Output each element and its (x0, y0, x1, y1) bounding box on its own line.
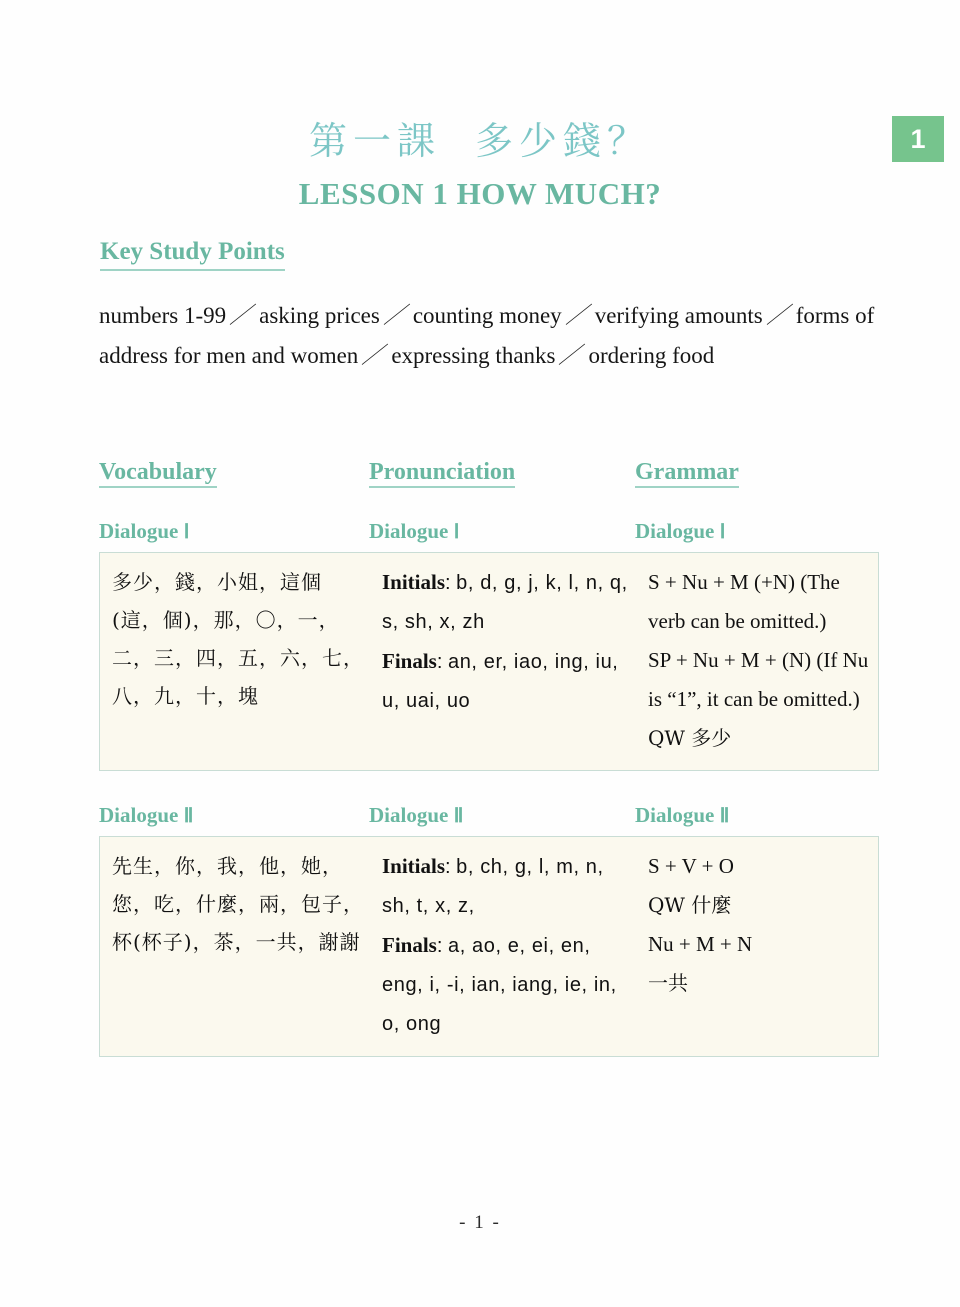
dialogue-1-pronunciation-cell (370, 553, 636, 770)
grammar-rule: QW 什麼 (648, 893, 732, 918)
dialogue-label: Dialogue (99, 802, 179, 827)
slash-separator-icon: ／ (557, 343, 587, 368)
dialogue-numeral: Ⅱ (719, 804, 731, 827)
grammar-text (648, 847, 874, 1003)
page-footer: - 1 - (459, 1212, 501, 1233)
lesson-title-chinese-right: 多少錢？ (475, 119, 652, 163)
dialogue-2-pronunciation-cell (370, 837, 636, 1056)
grammar-rule: SP + Nu + M + (N) (If Nu is “1”, it can be omitted.) (648, 647, 869, 711)
column-headers-row (99, 458, 879, 487)
slash-separator-icon: ／ (764, 303, 794, 328)
finals-values: an, er, iao, ing, iu, u, uai, uo (382, 650, 619, 712)
lesson-title-chinese (0, 110, 960, 165)
ksp-item: counting money (412, 303, 562, 328)
pronunciation-text (382, 563, 630, 721)
pronunciation-text (382, 847, 630, 1044)
dialogue-label: Dialogue (369, 802, 449, 827)
three-column-section (99, 458, 879, 1057)
dialogue-numeral: Ⅰ (183, 520, 191, 543)
grammar-rule: S + V + O (648, 854, 734, 879)
dialogue-label: Dialogue (635, 518, 715, 543)
ksp-item: expressing thanks (391, 343, 556, 368)
dialogue-2-label-vocabulary (99, 803, 369, 828)
dialogue-label: Dialogue (635, 802, 715, 827)
colon: : (445, 571, 457, 594)
initials-label: Initials (382, 569, 446, 594)
slash-separator-icon: ／ (360, 343, 390, 368)
dialogue-1-label-grammar (635, 519, 879, 544)
finals-values: a, ao, e, ei, en, eng, i, -i, ian, iang, ie, in, o, ong (382, 935, 617, 1036)
vocabulary-text: 多少，錢，小姐，這個(這，個)，那，〇，一，二，三，四，五，六，七，八，九，十，塊 (112, 569, 364, 708)
dialogue-2-content-box (99, 836, 879, 1057)
key-study-points-heading: Key Study Points (100, 238, 285, 271)
colon: : (436, 650, 448, 673)
dialogue-1-label-vocabulary (99, 519, 369, 544)
dialogue-1-content-box (99, 552, 879, 771)
dialogue-1-headers-row (99, 519, 879, 544)
column-header-vocabulary (99, 458, 369, 487)
slash-separator-icon: ／ (563, 303, 593, 328)
vocabulary-text: 先生，你，我，他，她，您，吃，什麼，兩，包子，杯(杯子)，茶，一共，謝謝 (112, 854, 364, 955)
dialogue-2-grammar-cell (636, 837, 880, 1056)
dialogue-2-headers-row (99, 803, 879, 828)
dialogue-2-label-grammar (635, 803, 879, 828)
dialogue-numeral: Ⅰ (453, 520, 461, 543)
ksp-item: numbers 1-99 (99, 303, 227, 328)
initials-values: b, d, g, j, k, l, n, q, s, sh, x, zh (382, 571, 628, 633)
key-study-points-list (99, 296, 883, 376)
grammar-rule: QW 多少 (648, 725, 732, 750)
dialogue-label: Dialogue (369, 518, 449, 543)
lesson-title-chinese-left: 第一課 (308, 119, 441, 163)
ksp-item: asking prices (259, 303, 380, 328)
column-header-pronunciation (369, 458, 635, 487)
dialogue-1-vocabulary-cell (100, 553, 370, 770)
dialogue-2-vocabulary-cell (100, 837, 370, 1056)
column-header-vocabulary-label: Vocabulary (99, 459, 217, 488)
column-header-pronunciation-label: Pronunciation (369, 459, 515, 488)
dialogue-1-grammar-cell (636, 553, 880, 770)
dialogue-numeral: Ⅱ (453, 804, 465, 827)
grammar-rule: 一共 (648, 971, 688, 996)
grammar-text (648, 563, 874, 758)
lesson-title-english: LESSON 1 HOW MUCH? (298, 176, 662, 211)
dialogue-2-label-pronunciation (369, 803, 635, 828)
dialogue-1-label-pronunciation (369, 519, 635, 544)
finals-label: Finals (382, 933, 437, 958)
initials-label: Initials (382, 854, 446, 879)
ksp-item: ordering food (588, 343, 715, 368)
dialogue-numeral: Ⅰ (719, 520, 727, 543)
slash-separator-icon: ／ (381, 303, 412, 328)
ksp-item: verifying amounts (594, 303, 763, 328)
initials-values: b, ch, g, l, m, n, sh, t, x, z, (382, 856, 604, 918)
colon: : (445, 856, 457, 879)
slash-separator-icon: ／ (228, 303, 258, 328)
dialogue-label: Dialogue (99, 518, 179, 543)
colon: : (436, 935, 448, 958)
column-header-grammar-label: Grammar (635, 459, 739, 488)
grammar-rule: S + Nu + M (+N) (The verb can be omitted.) (648, 569, 840, 633)
lesson-number-badge: 1 (892, 116, 944, 162)
finals-label: Finals (382, 648, 437, 673)
grammar-rule: Nu + M + N (648, 932, 753, 957)
dialogue-numeral: Ⅱ (183, 804, 195, 827)
column-header-grammar (635, 458, 879, 487)
ksp-item: forms of address for men and women (99, 303, 875, 368)
